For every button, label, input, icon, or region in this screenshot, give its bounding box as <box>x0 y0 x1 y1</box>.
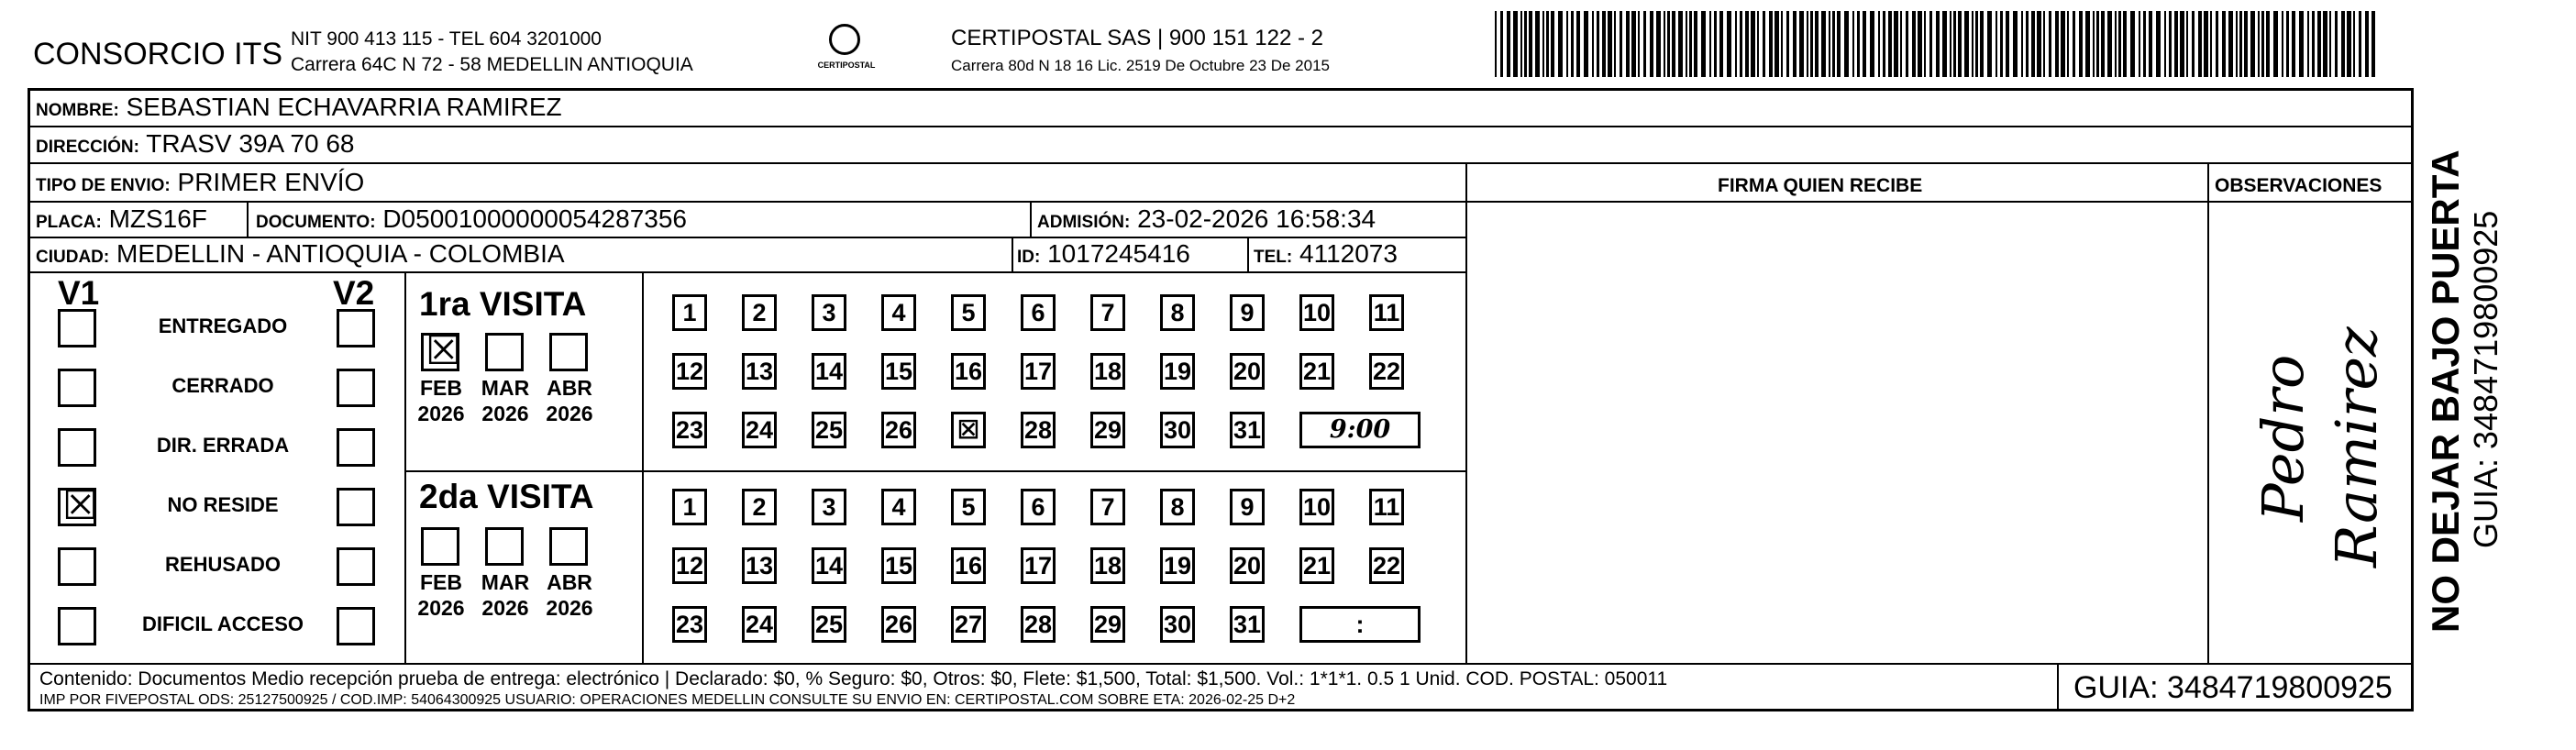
side-guia: GUIA: 3484719800925 <box>2467 210 2504 548</box>
no-dejar-bajo-puerta: NO DEJAR BAJO PUERTA <box>2424 149 2467 633</box>
day-box[interactable]: 19 <box>1160 547 1195 584</box>
month-checkbox[interactable] <box>485 333 524 371</box>
day-box[interactable]: 10 <box>1299 294 1334 331</box>
v1-checkbox[interactable] <box>58 428 96 467</box>
day-box[interactable]: 23 <box>672 412 707 448</box>
day-box[interactable]: 21 <box>1299 547 1334 584</box>
day-box[interactable]: 16 <box>951 353 986 390</box>
delivery-form <box>28 88 2414 711</box>
day-box[interactable]: 24 <box>742 606 777 643</box>
day-box[interactable]: 22 <box>1369 547 1404 584</box>
v2-checkbox[interactable] <box>337 607 375 645</box>
documento-label: DOCUMENTO: <box>256 213 376 232</box>
visit-time-box[interactable]: : <box>1299 606 1421 643</box>
day-box[interactable]: 6 <box>1021 489 1056 525</box>
company-name: CONSORCIO ITS <box>33 37 283 72</box>
day-box[interactable]: 3 <box>812 294 846 331</box>
admision-value: 23-02-2026 16:58:34 <box>1137 204 1376 233</box>
visit2-title: 2da VISITA <box>419 478 594 515</box>
carrier-name: CERTIPOSTAL SAS | 900 151 122 - 2 <box>951 26 1323 50</box>
documento-row <box>256 204 687 234</box>
day-box[interactable]: 1 <box>672 294 707 331</box>
day-box[interactable]: 30 <box>1160 606 1195 643</box>
day-box[interactable]: 29 <box>1090 412 1125 448</box>
documento-value: D05001000000054287356 <box>382 204 687 233</box>
check-mark-icon: ☒ <box>62 483 99 528</box>
day-box[interactable]: 26 <box>881 606 916 643</box>
day-box[interactable]: 11 <box>1369 294 1404 331</box>
tel-value: 4112073 <box>1299 239 1398 268</box>
direccion-label: DIRECCIÓN: <box>36 138 139 157</box>
day-box[interactable]: 3 <box>812 489 846 525</box>
month-name: MAR <box>481 570 530 594</box>
tel-label: TEL: <box>1254 248 1293 267</box>
placa-row <box>36 204 207 234</box>
month-name: MAR <box>481 376 530 400</box>
carrier-address: Carrera 80d N 18 16 Lic. 2519 De Octubre 23 De 2015 <box>951 57 1330 74</box>
id-label: ID: <box>1017 248 1041 267</box>
month-year: 2026 <box>417 402 465 425</box>
v1-checkbox[interactable] <box>58 369 96 407</box>
month-checkbox[interactable] <box>485 527 524 566</box>
month-year: 2026 <box>481 402 529 425</box>
month-name: FEB <box>420 376 462 400</box>
day-box[interactable]: 16 <box>951 547 986 584</box>
day-box[interactable]: 6 <box>1021 294 1056 331</box>
month-checkbox[interactable] <box>421 527 459 566</box>
day-box[interactable]: 10 <box>1299 489 1334 525</box>
day-box[interactable]: 24 <box>742 412 777 448</box>
day-box[interactable]: 8 <box>1160 489 1195 525</box>
v2-label: V2 <box>333 274 375 312</box>
day-box[interactable]: 27 <box>951 606 986 643</box>
day-box[interactable]: 18 <box>1090 547 1125 584</box>
day-box[interactable]: 22 <box>1369 353 1404 390</box>
firma-header: FIRMA QUIEN RECIBE <box>1718 175 1923 196</box>
month-year: 2026 <box>546 402 593 425</box>
month-checkbox[interactable] <box>549 333 588 371</box>
direccion-row <box>36 129 355 159</box>
nombre-value: SEBASTIAN ECHAVARRIA RAMIREZ <box>126 93 562 121</box>
nombre-row <box>36 93 562 122</box>
day-box[interactable]: 14 <box>812 353 846 390</box>
day-box[interactable]: 2 <box>742 294 777 331</box>
day-box[interactable]: 17 <box>1021 547 1056 584</box>
day-box[interactable]: 12 <box>672 547 707 584</box>
day-box[interactable]: 25 <box>812 412 846 448</box>
direccion-value: TRASV 39A 70 68 <box>146 129 355 158</box>
day-box[interactable]: 8 <box>1160 294 1195 331</box>
admision-label: ADMISIÓN: <box>1037 213 1131 232</box>
day-box[interactable]: 29 <box>1090 606 1125 643</box>
certipostal-logo <box>807 20 886 77</box>
footer-print-info: IMP POR FIVEPOSTAL ODS: 25127500925 / COD.IMP: 54064300925 USUARIO: OPERACIONES MEDELLIN CONSULTE SU ENVIO EN: CERTIPOSTAL.COM SOBRE ETA: 2026-02-25 D+2 <box>39 692 1296 708</box>
day-box[interactable]: 21 <box>1299 353 1334 390</box>
status-label: REHUSADO <box>165 553 281 576</box>
day-box[interactable]: 12 <box>672 353 707 390</box>
barcode <box>1495 11 2375 77</box>
footer-content: Contenido: Documentos Medio recepción prueba de entrega: electrónico | Declarado: $0, % Seguro: $0, Otros: $0, Flete: $1,500, Total: $1,500. Vol.: 1*1*1. 0.5 1 Unid. COD. POSTAL: 050011 <box>39 668 1668 689</box>
day-box[interactable]: 19 <box>1160 353 1195 390</box>
check-mark-icon: ☒ <box>426 328 462 373</box>
day-box[interactable]: 5 <box>951 294 986 331</box>
v1-checkbox[interactable] <box>58 607 96 645</box>
v2-checkbox[interactable] <box>337 428 375 467</box>
day-box[interactable]: 9 <box>1230 489 1265 525</box>
ciudad-row <box>36 239 565 269</box>
day-box[interactable]: 30 <box>1160 412 1195 448</box>
day-box[interactable]: 28 <box>1021 606 1056 643</box>
visit1-title: 1ra VISITA <box>419 285 587 323</box>
status-label: DIR. ERRADA <box>156 434 290 457</box>
admision-row <box>1037 204 1376 234</box>
id-row <box>1017 239 1190 269</box>
tel-row <box>1254 239 1398 269</box>
day-box[interactable]: 11 <box>1369 489 1404 525</box>
month-label <box>542 569 597 621</box>
month-checkbox[interactable] <box>549 527 588 566</box>
day-box[interactable]: 26 <box>881 412 916 448</box>
day-box[interactable]: 28 <box>1021 412 1056 448</box>
day-box[interactable]: 7 <box>1090 294 1125 331</box>
placa-value: MZS16F <box>108 204 207 233</box>
v2-checkbox[interactable] <box>337 547 375 586</box>
status-label: NO RESIDE <box>167 493 279 516</box>
signature-line1: Pedro <box>2250 354 2316 522</box>
observaciones-header: OBSERVACIONES <box>2215 175 2383 196</box>
ciudad-value: MEDELLIN - ANTIOQUIA - COLOMBIA <box>116 239 565 268</box>
month-checkbox[interactable] <box>421 328 462 373</box>
ciudad-label: CIUDAD: <box>36 248 110 267</box>
footer-guia: GUIA: 3484719800925 <box>2073 670 2393 705</box>
day-box[interactable]: ☒ <box>951 412 986 448</box>
tipo-envio-value: PRIMER ENVÍO <box>177 168 365 196</box>
day-box[interactable]: 7 <box>1090 489 1125 525</box>
month-label <box>478 569 533 621</box>
month-year: 2026 <box>481 596 529 620</box>
day-box[interactable]: 9 <box>1230 294 1265 331</box>
nombre-label: NOMBRE: <box>36 101 119 120</box>
day-box[interactable]: 25 <box>812 606 846 643</box>
day-box[interactable]: 20 <box>1230 547 1265 584</box>
day-box[interactable]: 4 <box>881 489 916 525</box>
status-label: ENTREGADO <box>158 314 288 337</box>
day-box[interactable]: 13 <box>742 547 777 584</box>
placa-label: PLACA: <box>36 213 102 232</box>
day-box[interactable]: 31 <box>1230 606 1265 643</box>
day-box[interactable]: 17 <box>1021 353 1056 390</box>
day-box[interactable]: 23 <box>672 606 707 643</box>
month-name: FEB <box>420 570 462 594</box>
day-box[interactable]: 5 <box>951 489 986 525</box>
day-box[interactable]: 2 <box>742 489 777 525</box>
v2-checkbox[interactable] <box>337 309 375 347</box>
day-box[interactable]: 20 <box>1230 353 1265 390</box>
month-label <box>478 375 533 426</box>
tipo-envio-row <box>36 168 364 197</box>
day-box[interactable]: 31 <box>1230 412 1265 448</box>
day-box[interactable]: 1 <box>672 489 707 525</box>
visit-time-box[interactable]: 9:00 <box>1299 412 1421 448</box>
day-box[interactable]: 13 <box>742 353 777 390</box>
day-box[interactable]: 14 <box>812 547 846 584</box>
v1-checkbox[interactable] <box>58 309 96 347</box>
v1-label: V1 <box>58 274 100 312</box>
status-label: DIFICIL ACCESO <box>141 612 304 635</box>
day-box[interactable]: 15 <box>881 547 916 584</box>
v2-checkbox[interactable] <box>337 488 375 526</box>
id-value: 1017245416 <box>1047 239 1190 268</box>
status-label: CERRADO <box>171 374 274 397</box>
month-label <box>414 375 469 426</box>
month-name: ABR <box>547 570 592 594</box>
signature-line2: Ramirez <box>2323 326 2390 568</box>
month-year: 2026 <box>417 596 465 620</box>
company-address: Carrera 64C N 72 - 58 MEDELLIN ANTIOQUIA <box>291 54 693 75</box>
month-label <box>542 375 597 426</box>
day-box[interactable]: 15 <box>881 353 916 390</box>
day-box[interactable]: 4 <box>881 294 916 331</box>
month-name: ABR <box>547 376 592 400</box>
logo-circle-icon <box>829 24 860 55</box>
tipo-envio-label: TIPO DE ENVIO: <box>36 176 171 195</box>
month-label <box>414 569 469 621</box>
day-box[interactable]: 18 <box>1090 353 1125 390</box>
v2-checkbox[interactable] <box>337 369 375 407</box>
v1-checkbox[interactable] <box>58 547 96 586</box>
logo-text: CERTIPOSTAL <box>817 61 876 70</box>
v1-checkbox[interactable] <box>58 483 99 528</box>
company-nit: NIT 900 413 115 - TEL 604 3201000 <box>291 28 602 50</box>
month-year: 2026 <box>546 596 593 620</box>
